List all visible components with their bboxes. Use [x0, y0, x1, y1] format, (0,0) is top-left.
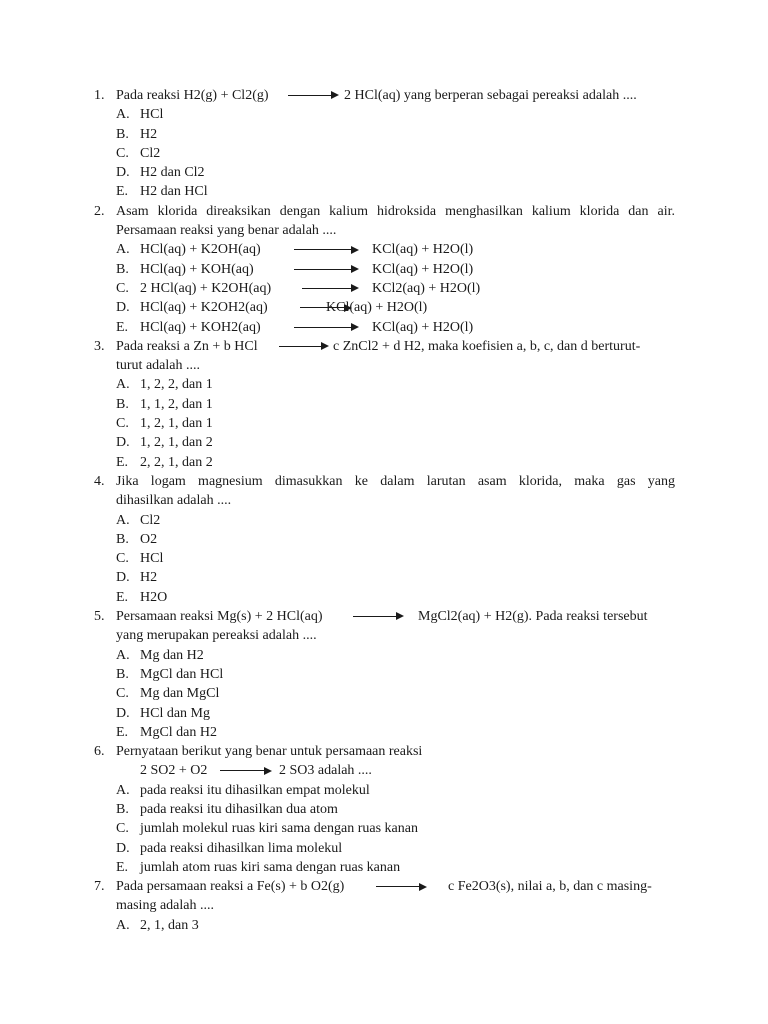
- question-stem-continued: 2 HCl(aq) yang berperan sebagai pereaksi adalah ....: [344, 88, 637, 103]
- question-stem-continued: Persamaan reaksi yang benar adalah ....: [116, 223, 337, 239]
- question-stem-continued: turut adalah ....: [116, 358, 200, 374]
- option-label: E.: [116, 859, 129, 875]
- option-text: Mg dan H2: [140, 647, 204, 663]
- question-stem: Pada reaksi a Zn + b HCl: [116, 338, 258, 354]
- option-e[interactable]: [0, 182, 768, 201]
- option-label: A.: [116, 107, 130, 123]
- question-stem-continued: masing adalah ....: [116, 898, 214, 914]
- option-text: Cl2: [140, 145, 161, 161]
- option-d[interactable]: [0, 568, 768, 587]
- equation-products: 2 SO3 adalah ....: [279, 763, 372, 779]
- reaction-arrow-icon: [288, 95, 337, 96]
- option-text: HCl: [140, 551, 164, 567]
- equation-reactants: HCl(aq) + KOH(aq): [140, 261, 254, 277]
- option-text: 2, 2, 1, dan 2: [140, 454, 213, 470]
- option-text: H2O: [140, 589, 168, 605]
- option-d[interactable]: [0, 704, 768, 723]
- option-label: A.: [116, 782, 130, 798]
- question-number: 1.: [94, 88, 105, 103]
- option-c[interactable]: [0, 279, 768, 298]
- option-label: C.: [116, 821, 129, 837]
- option-label: D.: [116, 840, 130, 856]
- option-text: MgCl dan H2: [140, 724, 217, 740]
- option-c[interactable]: [0, 144, 768, 163]
- option-b[interactable]: [0, 665, 768, 684]
- option-text: HCl: [140, 107, 164, 123]
- reaction-arrow-icon: [353, 616, 402, 617]
- option-b[interactable]: [0, 125, 768, 144]
- option-label: E.: [116, 454, 129, 470]
- option-text: 1, 1, 2, dan 1: [140, 396, 213, 412]
- option-d[interactable]: [0, 433, 768, 452]
- option-label: B.: [116, 666, 129, 682]
- question-stem: Jika logam magnesium dimasukkan ke dalam larutan asam klorida, maka gas yang: [116, 473, 675, 489]
- option-text: O2: [140, 531, 158, 547]
- option-a[interactable]: [0, 511, 768, 530]
- reaction-arrow-icon: [279, 346, 327, 347]
- question-stem: Pada reaksi H2(g) + Cl2(g): [116, 88, 269, 103]
- option-b[interactable]: [0, 800, 768, 819]
- option-a[interactable]: [0, 781, 768, 800]
- question-stem-continued: dihasilkan adalah ....: [116, 493, 232, 509]
- option-label: B.: [116, 126, 129, 142]
- option-label: A.: [116, 242, 130, 258]
- option-c[interactable]: [0, 819, 768, 838]
- option-text: H2: [140, 570, 158, 586]
- option-b[interactable]: [0, 260, 768, 279]
- question-stem-continued: MgCl2(aq) + H2(g). Pada reaksi tersebut: [418, 609, 648, 625]
- question-4: [0, 472, 768, 607]
- question-number: 5.: [94, 609, 105, 625]
- option-label: E.: [116, 724, 129, 740]
- question-7: [0, 877, 768, 935]
- option-label: E.: [116, 319, 129, 335]
- option-e[interactable]: [0, 453, 768, 472]
- question-number: 7.: [94, 879, 105, 895]
- equation-products: KCl(aq) + H2O(l): [372, 261, 474, 277]
- equation-products: KCl(aq) + H2O(l): [372, 242, 474, 258]
- reaction-arrow-icon: [376, 886, 425, 887]
- option-label: D.: [116, 165, 130, 181]
- option-label: B.: [116, 801, 129, 817]
- option-a[interactable]: [0, 105, 768, 124]
- option-text: 1, 2, 1, dan 1: [140, 416, 213, 432]
- option-d[interactable]: [0, 298, 768, 317]
- option-label: E.: [116, 184, 129, 200]
- equation-products: KCl(aq) + H2O(l): [372, 319, 474, 335]
- quiz-page: [0, 86, 768, 935]
- equation-reactants: HCl(aq) + K2OH(aq): [140, 242, 261, 258]
- option-text: 1, 2, 2, dan 1: [140, 377, 213, 393]
- option-a[interactable]: [0, 916, 768, 935]
- question-5: [0, 607, 768, 742]
- option-label: D.: [116, 705, 130, 721]
- option-label: B.: [116, 261, 129, 277]
- question-number: 2.: [94, 203, 105, 219]
- option-label: C.: [116, 280, 129, 296]
- question-number: 4.: [94, 473, 105, 489]
- option-label: D.: [116, 435, 130, 451]
- option-c[interactable]: [0, 684, 768, 703]
- option-label: B.: [116, 531, 129, 547]
- option-e[interactable]: [0, 858, 768, 877]
- question-stem-continued: c ZnCl2 + d H2, maka koefisien a, b, c, dan d berturut-: [333, 338, 641, 354]
- option-text: pada reaksi itu dihasilkan empat molekul: [140, 782, 370, 798]
- option-label: D.: [116, 300, 130, 316]
- option-text: jumlah atom ruas kiri sama dengan ruas kanan: [140, 859, 401, 875]
- option-d[interactable]: [0, 839, 768, 858]
- option-label: A.: [116, 377, 130, 393]
- option-text: Mg dan MgCl: [140, 686, 220, 702]
- equation-reactants: 2 HCl(aq) + K2OH(aq): [140, 280, 272, 296]
- option-d[interactable]: [0, 163, 768, 182]
- option-text: 2, 1, dan 3: [140, 917, 199, 933]
- option-label: B.: [116, 396, 129, 412]
- option-text: H2 dan HCl: [140, 184, 208, 200]
- question-stem-continued: yang merupakan pereaksi adalah ....: [116, 628, 317, 644]
- option-a[interactable]: [0, 375, 768, 394]
- option-b[interactable]: [0, 530, 768, 549]
- question-stem: Pernyataan berikut yang benar untuk persamaan reaksi: [116, 744, 423, 760]
- question-3: [0, 337, 768, 472]
- question-number: 6.: [94, 744, 105, 760]
- option-label: D.: [116, 570, 130, 586]
- option-b[interactable]: [0, 395, 768, 414]
- question-stem: Persamaan reaksi Mg(s) + 2 HCl(aq): [116, 609, 323, 625]
- option-label: A.: [116, 647, 130, 663]
- question-stem-continued: c Fe2O3(s), nilai a, b, dan c masing-: [448, 879, 652, 895]
- option-label: C.: [116, 551, 129, 567]
- question-2: [0, 202, 768, 337]
- equation-reactants: HCl(aq) + KOH2(aq): [140, 319, 261, 335]
- option-label: A.: [116, 512, 130, 528]
- equation-products: KCl(aq) + H2O(l): [326, 300, 428, 316]
- reaction-arrow-icon: [302, 288, 357, 289]
- option-a[interactable]: [0, 240, 768, 259]
- equation-reactants: HCl(aq) + K2OH2(aq): [140, 300, 268, 316]
- option-text: 1, 2, 1, dan 2: [140, 435, 213, 451]
- question-stem: Asam klorida direaksikan dengan kalium hidroksida menghasilkan kalium klorida dan air.: [116, 203, 675, 219]
- option-c[interactable]: [0, 414, 768, 433]
- option-label: C.: [116, 145, 129, 161]
- option-text: Cl2: [140, 512, 161, 528]
- option-label: C.: [116, 686, 129, 702]
- option-label: A.: [116, 917, 130, 933]
- option-a[interactable]: [0, 646, 768, 665]
- reaction-arrow-icon: [294, 249, 357, 250]
- option-text: jumlah molekul ruas kiri sama dengan ruas kanan: [140, 821, 418, 837]
- equation-reactants: 2 SO2 + O2: [140, 763, 208, 779]
- option-text: HCl dan Mg: [140, 705, 210, 721]
- option-text: pada reaksi itu dihasilkan dua atom: [140, 801, 338, 817]
- option-label: E.: [116, 589, 129, 605]
- option-e[interactable]: [0, 588, 768, 607]
- option-text: H2: [140, 126, 158, 142]
- reaction-arrow-icon: [220, 770, 270, 771]
- option-e[interactable]: [0, 318, 768, 337]
- option-c[interactable]: [0, 549, 768, 568]
- option-e[interactable]: [0, 723, 768, 742]
- question-stem: Pada persamaan reaksi a Fe(s) + b O2(g): [116, 879, 345, 895]
- reaction-arrow-icon: [294, 269, 357, 270]
- question-6: [0, 742, 768, 877]
- option-text: H2 dan Cl2: [140, 165, 205, 181]
- reaction-arrow-icon: [294, 327, 357, 328]
- question-number: 3.: [94, 338, 105, 354]
- option-text: MgCl dan HCl: [140, 666, 224, 682]
- equation-products: KCl2(aq) + H2O(l): [372, 280, 481, 296]
- question-1: [0, 86, 768, 202]
- option-text: pada reaksi dihasilkan lima molekul: [140, 840, 343, 856]
- option-label: C.: [116, 416, 129, 432]
